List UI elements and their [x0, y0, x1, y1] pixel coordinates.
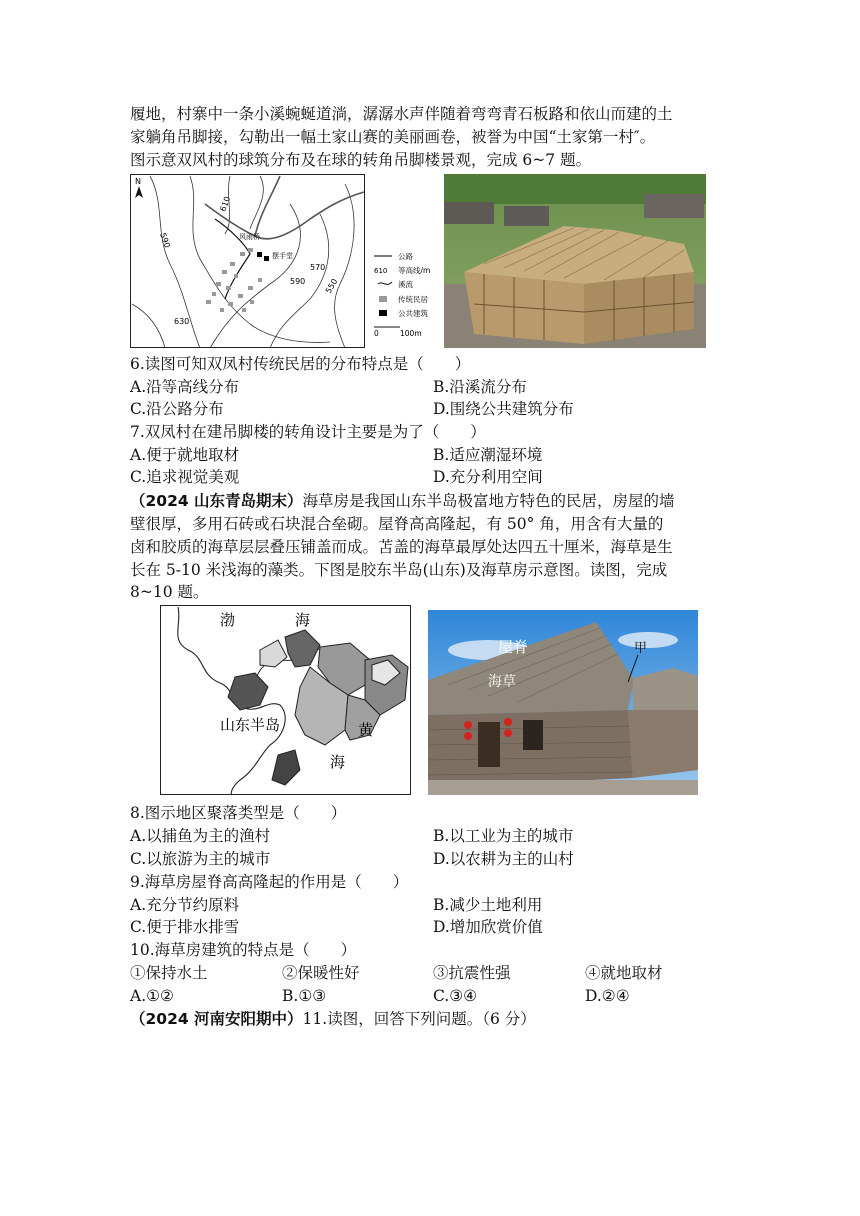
q9-stem: 9.海草房屋脊高高隆起的作用是（ ）	[130, 873, 409, 891]
passage2-line-5: 8~10 题。	[130, 583, 209, 601]
passage2-line-2: 壁很厚，多用石砖或石块混合垒砌。屋脊高高隆起，有 50° 角，用含有大量的	[130, 515, 664, 533]
ridge-label: 屋脊	[498, 638, 529, 656]
q10-item-4: ④就地取材	[585, 964, 663, 982]
intro-line-3: 图示意双风村的球筑分布及在球的转角吊脚楼景观，完成 6~7 题。	[130, 151, 592, 169]
q10-option-a[interactable]: A.①②	[130, 987, 174, 1005]
seaweed-label: 海草	[488, 674, 516, 690]
legend-contour-prefix: 610	[374, 267, 388, 275]
q8-option-b[interactable]: B.以工业为主的城市	[433, 827, 574, 845]
contour-label: 570	[310, 263, 326, 272]
hall-label: 摆手堂	[272, 252, 293, 260]
q11-source: （2024 河南安阳期中）	[130, 1010, 303, 1028]
q9-option-b[interactable]: B.减少土地利用	[433, 896, 543, 914]
q8-stem: 8.图示地区聚落类型是（ ）	[130, 804, 347, 822]
stilt-house-photo	[444, 174, 706, 348]
q10-item-2: ②保暖性好	[282, 964, 360, 982]
seaweed-house-photo	[428, 610, 698, 795]
peninsula-label: 山东半岛	[220, 716, 281, 734]
map-legend	[374, 251, 430, 338]
q10-stem: 10.海草房建筑的特点是（ ）	[130, 941, 357, 959]
passage2-line-3: 卤和胶质的海草层层叠压铺盖而成。苫盖的海草最厚处达四五十厘米，海草是生	[130, 538, 673, 556]
q6-option-d[interactable]: D.围绕公共建筑分布	[433, 400, 574, 418]
q6-option-a[interactable]: A.沿等高线分布	[130, 378, 240, 396]
intro-line-2: 家躺角吊脚接，勾勒出一幅土家山赛的美丽画卷，被誉为中国“土家第一村″。	[130, 128, 656, 146]
q8-option-d[interactable]: D.以农耕为主的山村	[433, 850, 574, 868]
q7-option-d[interactable]: D.充分利用空间	[433, 468, 543, 486]
q8-option-c[interactable]: C.以旅游为主的城市	[130, 850, 271, 868]
legend-stream: 溪流	[398, 280, 413, 289]
q9-option-c[interactable]: C.便于排水排雪	[130, 918, 240, 936]
q10-option-b[interactable]: B.①③	[282, 987, 327, 1005]
q6-stem: 6.读图可知双凤村传统民居的分布特点是（ ）	[130, 355, 471, 373]
jia-label: 甲	[634, 641, 648, 656]
scale-label: 100m	[400, 329, 422, 338]
q11-text: 11.读图，回答下列问题。（6 分）	[302, 1010, 536, 1028]
village-contour-map	[130, 174, 431, 348]
q10-item-1: ①保持水土	[130, 964, 208, 982]
q8-option-a[interactable]: A.以捕鱼为主的渔村	[130, 827, 271, 845]
q7-option-c[interactable]: C.追求视觉美观	[130, 468, 240, 486]
bohai-label-1: 渤	[220, 611, 236, 629]
passage2-line-4: 长在 5-10 米浅海的藻类。下图是胶东半岛(山东)及海草房示意图。读图，完成	[130, 561, 668, 579]
q7-option-a[interactable]: A.便于就地取材	[130, 446, 240, 464]
contour-label: 590	[158, 231, 172, 250]
passage2-source: （2024 山东青岛期末）	[130, 492, 303, 510]
legend-contour: 等高线/m	[398, 266, 431, 275]
q6-option-c[interactable]: C.沿公路分布	[130, 400, 224, 418]
q10-option-c[interactable]: C.③④	[433, 987, 478, 1005]
shandong-map	[160, 605, 411, 795]
contour-label: 630	[174, 317, 190, 326]
legend-house: 传统民居	[398, 295, 428, 304]
scale-zero: 0	[374, 329, 379, 338]
contour-label: 550	[323, 277, 340, 295]
q7-option-b[interactable]: B.适应潮湿环境	[433, 446, 543, 464]
contour-label: 590	[290, 277, 306, 286]
yellow-sea-label: 黄	[358, 721, 374, 739]
contour-label: 610	[218, 195, 233, 213]
legend-public: 公共建筑	[398, 309, 428, 318]
q9-option-d[interactable]: D.增加欣赏价值	[433, 918, 543, 936]
q7-stem: 7.双凤村在建吊脚楼的转角设计主要是为了（ ）	[130, 423, 486, 441]
intro-line-1: 履地，村寨中一条小溪蜿蜒道淌，潺潺水声伴随着弯弯青石板路和依山而建的土	[130, 105, 673, 123]
q6-option-b[interactable]: B.沿溪流分布	[433, 378, 527, 396]
q10-item-3: ③抗震性强	[433, 964, 511, 982]
q9-option-a[interactable]: A.充分节约原料	[130, 896, 240, 914]
passage2-line-1: 海草房是我国山东半岛极富地方特色的民居，房屋的墙	[302, 492, 675, 510]
north-label: N	[135, 177, 141, 186]
bohai-label-2: 海	[295, 611, 311, 629]
sea-label: 海	[330, 753, 346, 771]
bridge-label: 风雨桥	[239, 233, 260, 241]
legend-road: 公路	[398, 252, 413, 261]
q10-option-d[interactable]: D.②④	[585, 987, 630, 1005]
